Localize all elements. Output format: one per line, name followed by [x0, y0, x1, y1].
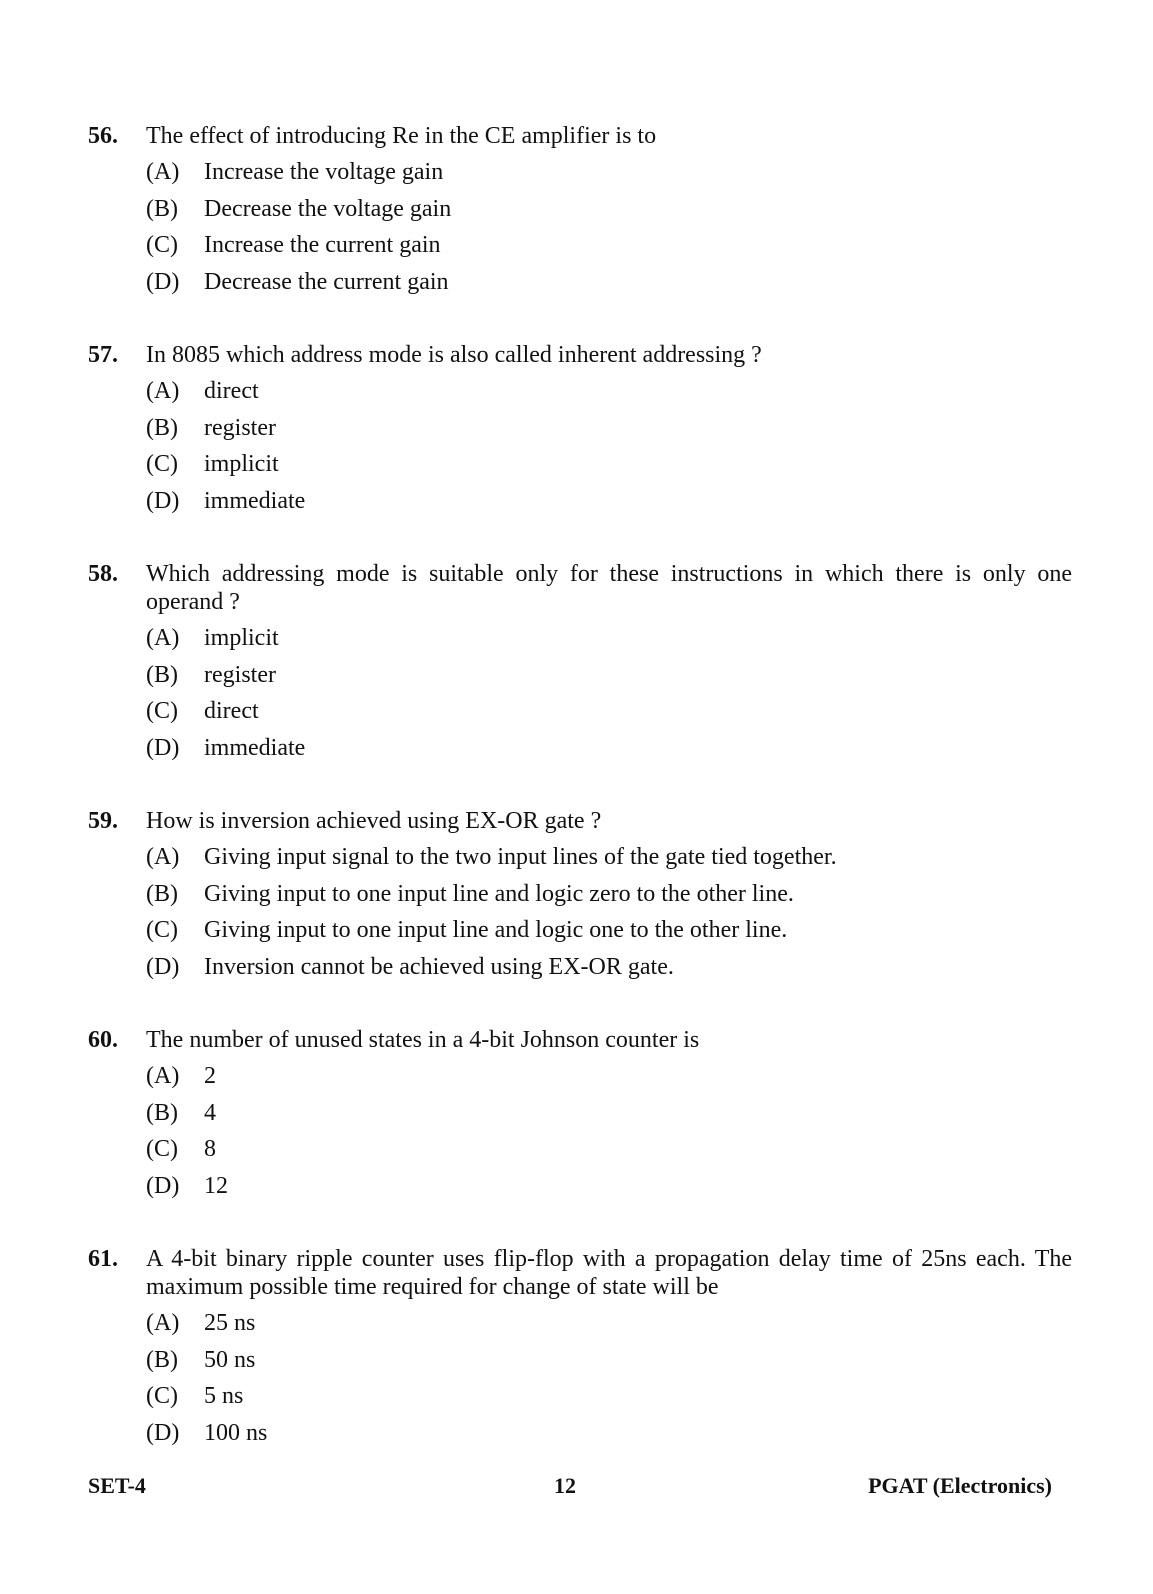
option-text: Decrease the voltage gain	[204, 195, 452, 222]
option-b	[146, 1346, 1072, 1383]
option-letter: (A)	[146, 844, 180, 870]
page-number: 12	[554, 1473, 576, 1498]
option-text: 4	[204, 1099, 216, 1126]
option-b	[146, 880, 1072, 917]
option-text: 2	[204, 1063, 216, 1089]
option-b	[146, 661, 1072, 698]
question-57	[88, 341, 1072, 523]
question-number: 60.	[88, 1027, 118, 1053]
question-header	[88, 560, 1072, 616]
question-header	[88, 1245, 1072, 1301]
option-c	[146, 1135, 1072, 1172]
option-c	[146, 916, 1072, 953]
option-letter: (C)	[146, 917, 178, 943]
option-text: register	[204, 661, 276, 688]
option-letter: (B)	[146, 1346, 178, 1373]
option-text: register	[204, 414, 276, 441]
question-number: 57.	[88, 342, 118, 368]
set-label: SET-4	[88, 1473, 146, 1498]
option-letter: (D)	[146, 734, 180, 761]
option-b	[146, 414, 1072, 451]
option-text: Decrease the current gain	[204, 268, 449, 295]
question-59	[88, 807, 1072, 989]
option-letter: (B)	[146, 195, 178, 222]
question-60	[88, 1026, 1072, 1208]
option-letter: (A)	[146, 1063, 180, 1089]
option-letter: (C)	[146, 1383, 178, 1409]
option-letter: (B)	[146, 414, 178, 441]
option-d	[146, 487, 1072, 524]
option-a	[146, 377, 1072, 414]
option-a	[146, 624, 1072, 661]
option-text: direct	[204, 698, 259, 724]
option-letter: (D)	[146, 1172, 180, 1199]
option-list	[88, 1309, 1072, 1455]
option-text: Giving input to one input line and logic zero to the other line.	[204, 880, 794, 907]
option-letter: (C)	[146, 698, 178, 724]
option-text: implicit	[204, 625, 279, 651]
option-text: Increase the voltage gain	[204, 159, 444, 185]
question-text: How is inversion achieved using EX-OR gate ?	[146, 808, 602, 834]
option-text: 50 ns	[204, 1346, 256, 1373]
option-c	[146, 1382, 1072, 1419]
option-text: 8	[204, 1136, 216, 1162]
option-d	[146, 1419, 1072, 1456]
option-b	[146, 195, 1072, 232]
question-header	[88, 1026, 1072, 1054]
option-letter: (C)	[146, 232, 178, 258]
option-letter: (B)	[146, 880, 178, 907]
option-d	[146, 1172, 1072, 1209]
option-b	[146, 1099, 1072, 1136]
option-letter: (D)	[146, 268, 180, 295]
question-58	[88, 560, 1072, 770]
option-a	[146, 843, 1072, 880]
option-letter: (A)	[146, 1310, 180, 1336]
question-number: 58.	[88, 561, 118, 587]
option-letter: (B)	[146, 1099, 178, 1126]
option-list	[88, 377, 1072, 523]
option-list	[88, 1062, 1072, 1208]
question-text: Which addressing mode is suitable only for these instructions in which there is only one operand ?	[146, 561, 1072, 615]
option-c	[146, 231, 1072, 268]
option-text: Inversion cannot be achieved using EX-OR gate.	[204, 953, 674, 980]
option-text: Increase the current gain	[204, 232, 441, 258]
subject-label: PGAT (Electronics)	[868, 1473, 1052, 1498]
question-61	[88, 1245, 1072, 1455]
option-a	[146, 1309, 1072, 1346]
option-d	[146, 268, 1072, 305]
option-text: direct	[204, 378, 259, 404]
option-text: immediate	[204, 487, 306, 514]
option-letter: (A)	[146, 159, 180, 185]
page-footer	[88, 1472, 1052, 1502]
question-header	[88, 122, 1072, 150]
option-letter: (C)	[146, 1136, 178, 1162]
option-text: 12	[204, 1172, 228, 1199]
option-letter: (A)	[146, 625, 180, 651]
option-a	[146, 1062, 1072, 1099]
option-text: 5 ns	[204, 1383, 244, 1409]
option-d	[146, 734, 1072, 771]
question-text: A 4-bit binary ripple counter uses flip-flop with a propagation delay time of 25ns each. The maximum possible time required for change of state will be	[146, 1246, 1072, 1300]
option-c	[146, 450, 1072, 487]
option-list	[88, 158, 1072, 304]
option-c	[146, 697, 1072, 734]
option-list	[88, 624, 1072, 770]
option-d	[146, 953, 1072, 990]
question-number: 61.	[88, 1246, 118, 1272]
question-text: The number of unused states in a 4-bit Johnson counter is	[146, 1027, 700, 1053]
option-text: 25 ns	[204, 1310, 256, 1336]
option-letter: (B)	[146, 661, 178, 688]
question-text: In 8085 which address mode is also called inherent addressing ?	[146, 342, 762, 368]
option-text: implicit	[204, 451, 279, 477]
option-text: 100 ns	[204, 1419, 268, 1446]
option-letter: (D)	[146, 487, 180, 514]
option-text: Giving input to one input line and logic one to the other line.	[204, 917, 788, 943]
question-56	[88, 122, 1072, 304]
option-text: immediate	[204, 734, 306, 761]
option-letter: (D)	[146, 953, 180, 980]
option-text: Giving input signal to the two input lines of the gate tied together.	[204, 844, 837, 870]
option-letter: (A)	[146, 378, 180, 404]
option-letter: (D)	[146, 1419, 180, 1446]
option-a	[146, 158, 1072, 195]
option-list	[88, 843, 1072, 989]
question-text: The effect of introducing Re in the CE amplifier is to	[146, 123, 657, 149]
option-letter: (C)	[146, 451, 178, 477]
question-header	[88, 341, 1072, 369]
question-number: 56.	[88, 123, 118, 149]
question-number: 59.	[88, 808, 118, 834]
question-header	[88, 807, 1072, 835]
